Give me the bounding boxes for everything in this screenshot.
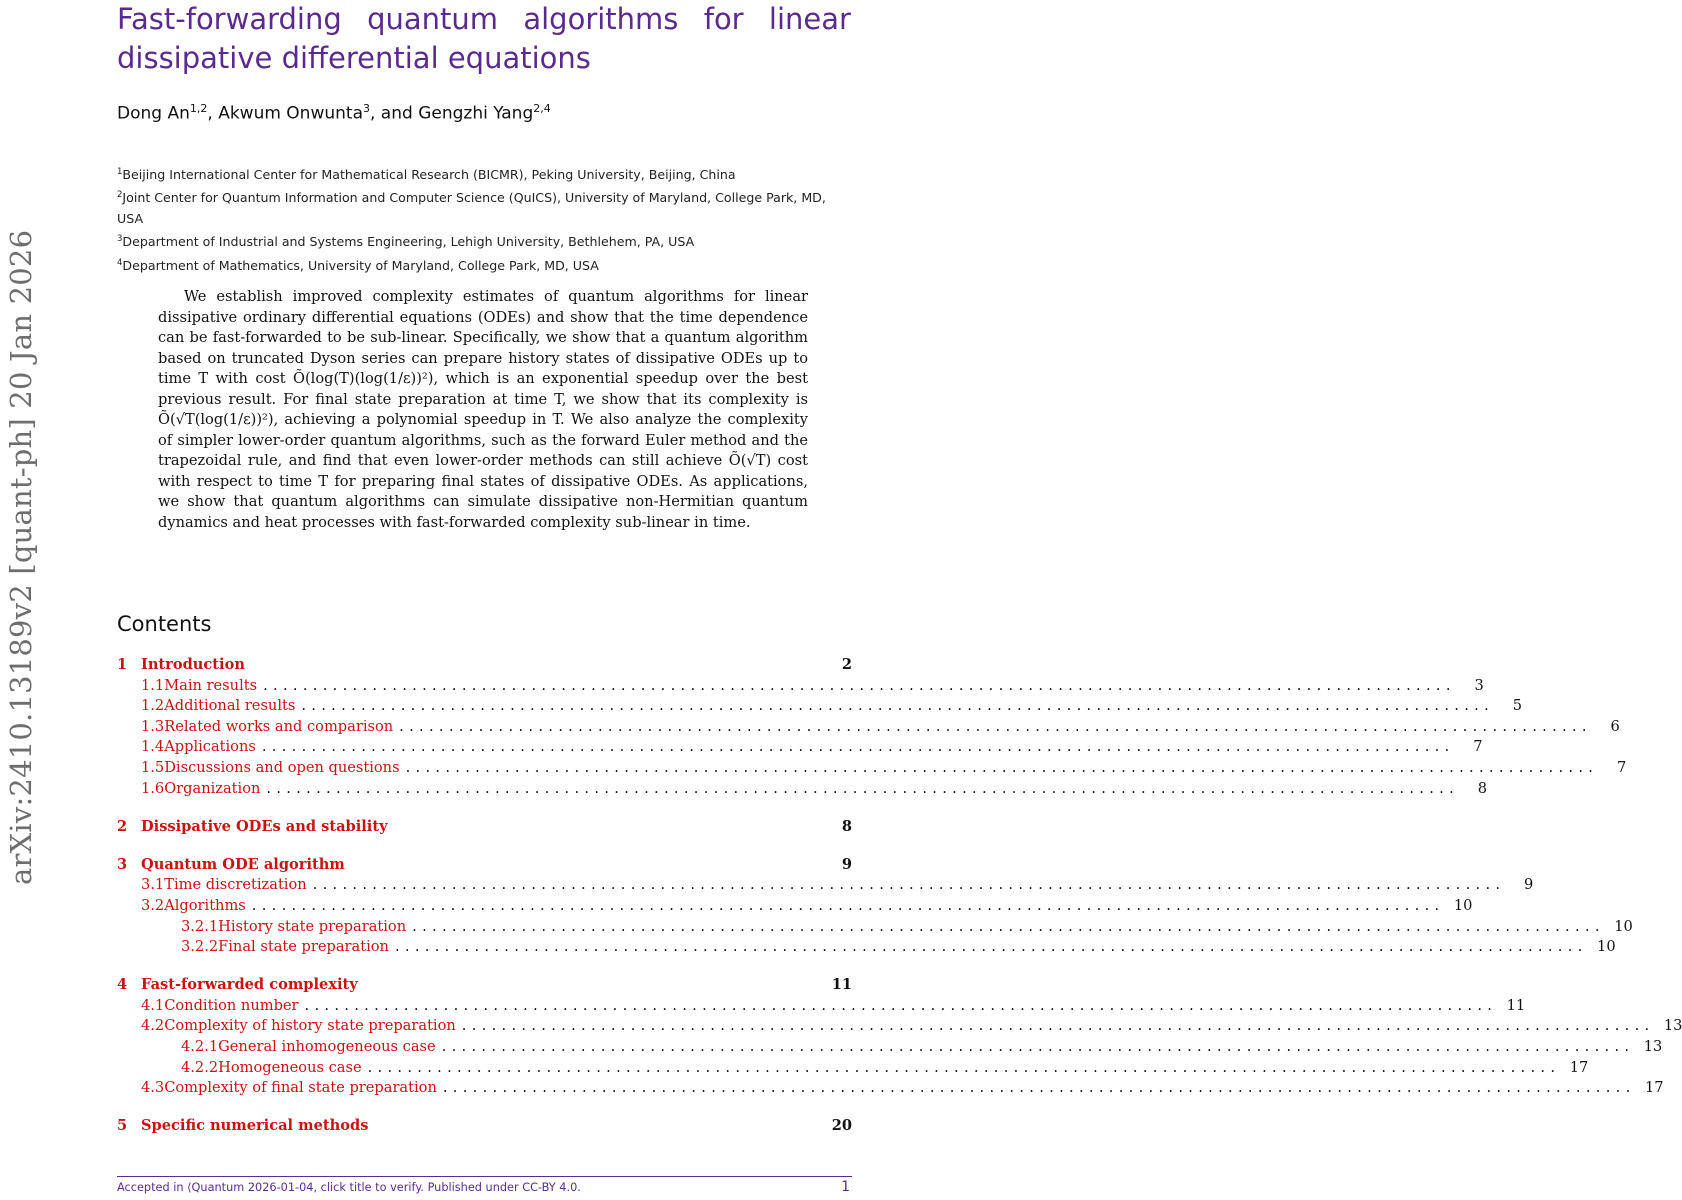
toc-title[interactable]: Fast-forwarded complexity (141, 976, 358, 994)
toc-title[interactable]: Complexity of final state preparation (164, 1079, 437, 1097)
abstract-text: We establish improved complexity estimates of quantum algorithms for linear dissipative ordinary differential equations (ODEs) and show that the time dependence can be fast-forwarded to be sub-linear. Specifically, we show that a quantum algorithm based on truncated Dyson series can prepare history states of dissipative ODEs up to time T with cost Õ(log(T)(log(1/ε))²), which is an exponential speedup over the best previous result. For final state preparation at time T, we show that its complexity is Õ(√T(log(1/ε))²), achieving a polynomial speedup in T. We also analyze the complexity of simpler lower-order quantum algorithms, such as the forward Euler method and the trapezoidal rule, and find that even lower-order methods can still achieve Õ(√T) cost with respect to time T for preparing final states of dissipative ODEs. As applications, we show that quantum algorithms can simulate dissipative non-Hermitian quantum dynamics and heat processes with fast-forwarded complexity sub-linear in time. (158, 288, 808, 531)
title-line-2: dissipative differential equations (117, 41, 591, 75)
toc-number[interactable]: 4.1 (141, 996, 165, 1014)
toc-page-number: 9 (1524, 876, 1534, 894)
toc-number[interactable]: 3.2.2 (181, 938, 219, 956)
toc-leader-dots: ........................................................................................................................ (412, 917, 1605, 935)
affiliation-mark: 2 (117, 190, 123, 201)
toc-page-number: 6 (1610, 717, 1620, 735)
title-word: algorithms (523, 2, 679, 36)
affiliation-mark: 1 (117, 167, 123, 177)
footer-accepted-label: Accepted in (117, 1181, 184, 1194)
title-word: for (703, 2, 744, 36)
toc-page-number: 8 (1477, 779, 1488, 797)
author-affiliation-mark: 1,2 (189, 102, 208, 115)
author-separator: , (207, 103, 219, 124)
toc-leader-dots: ........................................................................................................................ (367, 1058, 1561, 1076)
toc-leader-dots: ........................................................................................................................ (441, 1038, 1635, 1055)
toc-entry[interactable] (117, 875, 1534, 896)
author-name: Akwum Onwunta (218, 103, 363, 124)
toc-number[interactable]: 1.5 (141, 758, 165, 776)
toc-title[interactable]: Discussions and open questions (164, 758, 400, 776)
toc-title[interactable]: Introduction (141, 656, 245, 673)
affiliation (117, 162, 852, 185)
toc-page-number: 8 (841, 817, 852, 835)
toc-title[interactable]: Main results (164, 676, 258, 694)
author-name: Dong An (117, 103, 190, 124)
affiliation-text: Joint Center for Quantum Information and Computer Science (QuICS), University of Maryland, College Park, MD, USA (117, 190, 826, 227)
toc-entry[interactable] (117, 996, 1526, 1017)
toc-gap (117, 799, 852, 817)
toc-entry[interactable] (117, 917, 1633, 938)
toc-entry[interactable] (117, 1037, 1663, 1058)
toc-page-number: 13 (1643, 1038, 1663, 1055)
toc-page-number: 17 (1644, 1079, 1664, 1097)
affiliation (117, 229, 852, 252)
toc-entry[interactable] (117, 855, 852, 876)
footer (117, 1181, 852, 1194)
toc-page-number: 2 (841, 656, 852, 673)
toc-number[interactable]: 3.2 (141, 896, 165, 914)
toc-title[interactable]: Complexity of history state preparation (164, 1017, 456, 1035)
toc-leader-dots: ........................................................................................................................ (442, 1079, 1636, 1097)
toc-title[interactable]: Related works and comparison (164, 717, 394, 735)
toc-entry[interactable] (117, 779, 1488, 800)
toc-page-number: 3 (1474, 676, 1484, 694)
footer-divider (117, 1176, 852, 1177)
title-line-1 (117, 0, 851, 39)
toc-leader-dots: ........................................................................................................................ (461, 1017, 1655, 1035)
toc-number[interactable]: 4.2.2 (181, 1058, 219, 1076)
affiliation-list (117, 162, 852, 276)
author-name: Gengzhi Yang (418, 103, 534, 124)
toc-leader-dots: ........................................................................................................................ (394, 938, 1588, 956)
affiliation (117, 253, 852, 276)
toc-number[interactable]: 1.1 (141, 676, 165, 694)
footer-publication-details[interactable]: 2026-01-04, click title to verify. Published under CC-BY 4.0. (247, 1181, 581, 1194)
toc-leader-dots: ........................................................................................................................ (251, 896, 1445, 914)
affiliation (117, 185, 852, 229)
affiliation-mark: 3 (117, 234, 123, 245)
toc-title[interactable]: Additional results (164, 697, 296, 715)
toc-page-number: 10 (1597, 938, 1616, 956)
toc-page-number: 5 (1512, 697, 1523, 715)
toc-entry[interactable] (117, 1058, 1589, 1079)
author-affiliation-mark: 2,4 (533, 102, 551, 115)
toc-leader-dots: ........................................................................................................................ (261, 738, 1455, 756)
toc-title[interactable]: Condition number (164, 996, 299, 1014)
toc-title[interactable]: General inhomogeneous case (218, 1038, 436, 1055)
toc-number[interactable]: 1.4 (141, 738, 165, 756)
author-separator: , and (370, 103, 419, 124)
toc-number[interactable]: 1.2 (141, 697, 165, 715)
toc-leader-dots: ........................................................................................................................ (399, 717, 1592, 735)
toc-number[interactable]: 4.2 (141, 1017, 165, 1035)
paper-title (117, 0, 851, 78)
toc-entry[interactable] (117, 975, 852, 996)
quantum-journal-logo[interactable]: ⟨Quantum (187, 1181, 245, 1194)
toc-title[interactable]: Homogeneous case (218, 1058, 362, 1076)
page-number: 1 (841, 1179, 850, 1195)
toc-number[interactable]: 4 (117, 976, 128, 994)
toc-number[interactable]: 1.3 (141, 717, 165, 735)
toc-title[interactable]: Applications (164, 738, 256, 756)
toc-title[interactable]: Dissipative ODEs and stability (141, 817, 388, 835)
affiliation-text: Department of Industrial and Systems Engineering, Lehigh University, Bethlehem, PA, USA (122, 234, 695, 250)
toc-page-number: 13 (1663, 1017, 1682, 1035)
toc-title[interactable]: Organization (164, 779, 261, 797)
toc-number[interactable]: 3 (117, 855, 128, 873)
toc-title[interactable]: Quantum ODE algorithm (141, 855, 345, 873)
toc-page-number: 11 (1506, 996, 1526, 1014)
toc-number[interactable]: 1 (117, 656, 128, 673)
toc-gap (117, 837, 852, 855)
toc-entry[interactable] (117, 717, 1620, 738)
toc-gap (117, 1099, 852, 1117)
toc-entry[interactable] (117, 1078, 1664, 1099)
toc-entry[interactable] (117, 676, 1484, 697)
toc-page-number: 20 (831, 1117, 852, 1135)
toc-entry[interactable] (117, 1116, 852, 1137)
title-word: Fast-forwarding (117, 2, 342, 36)
toc-leader-dots: ........................................................................................................................ (301, 697, 1495, 715)
toc-number[interactable]: 5 (117, 1117, 128, 1135)
affiliation-text: Beijing International Center for Mathematical Research (BICMR), Peking University, Beijing, China (122, 167, 736, 183)
toc-page-number: 10 (1453, 896, 1473, 914)
toc-leader-dots: ........................................................................................................................ (304, 996, 1498, 1014)
toc-title[interactable]: Algorithms (164, 896, 246, 914)
arxiv-identifier: arXiv:2410.13189v2 [quant-ph] 20 Jan 2026 (4, 229, 38, 885)
toc-number[interactable]: 3.1 (141, 876, 165, 894)
toc-page-number: 10 (1614, 917, 1633, 935)
toc-entry[interactable] (117, 737, 1483, 758)
toc-gap (117, 958, 852, 976)
abstract (158, 287, 808, 533)
toc-entry[interactable] (117, 937, 1616, 958)
affiliation-mark: 4 (117, 257, 123, 268)
table-of-contents (117, 655, 1682, 1137)
contents-heading: Contents (117, 612, 212, 636)
toc-number[interactable]: 3.2.1 (181, 917, 219, 935)
toc-page-number: 9 (841, 855, 852, 873)
toc-leader-dots: ........................................................................................................................ (405, 758, 1599, 776)
toc-page-number: 17 (1569, 1058, 1589, 1076)
toc-number[interactable]: 2 (117, 817, 128, 835)
toc-leader-dots: ........................................................................................................................ (266, 779, 1460, 797)
toc-entry[interactable] (117, 896, 1473, 917)
toc-title[interactable]: Time discretization (164, 876, 307, 894)
toc-entry[interactable] (117, 655, 852, 676)
toc-page-number: 11 (831, 976, 852, 994)
toc-number[interactable]: 1.6 (141, 779, 165, 797)
author-list (117, 102, 551, 124)
author-affiliation-mark: 3 (363, 102, 370, 115)
toc-leader-dots: ........................................................................................................................ (263, 676, 1456, 694)
toc-entry[interactable] (117, 696, 1523, 717)
toc-number[interactable]: 4.3 (141, 1079, 165, 1097)
toc-entry[interactable] (117, 817, 852, 838)
toc-page-number: 7 (1473, 738, 1483, 756)
affiliation-text: Department of Mathematics, University of Maryland, College Park, MD, USA (122, 257, 599, 273)
toc-title[interactable]: Specific numerical methods (141, 1117, 369, 1135)
toc-title[interactable]: History state preparation (218, 917, 407, 935)
toc-number[interactable]: 4.2.1 (181, 1038, 219, 1055)
toc-leader-dots: ........................................................................................................................ (312, 876, 1506, 894)
toc-title[interactable]: Final state preparation (218, 938, 389, 956)
toc-entry[interactable] (117, 758, 1627, 779)
toc-page-number: 7 (1616, 758, 1627, 776)
title-word: linear (768, 2, 851, 36)
title-word: quantum (367, 2, 499, 36)
toc-entry[interactable] (117, 1016, 1682, 1037)
